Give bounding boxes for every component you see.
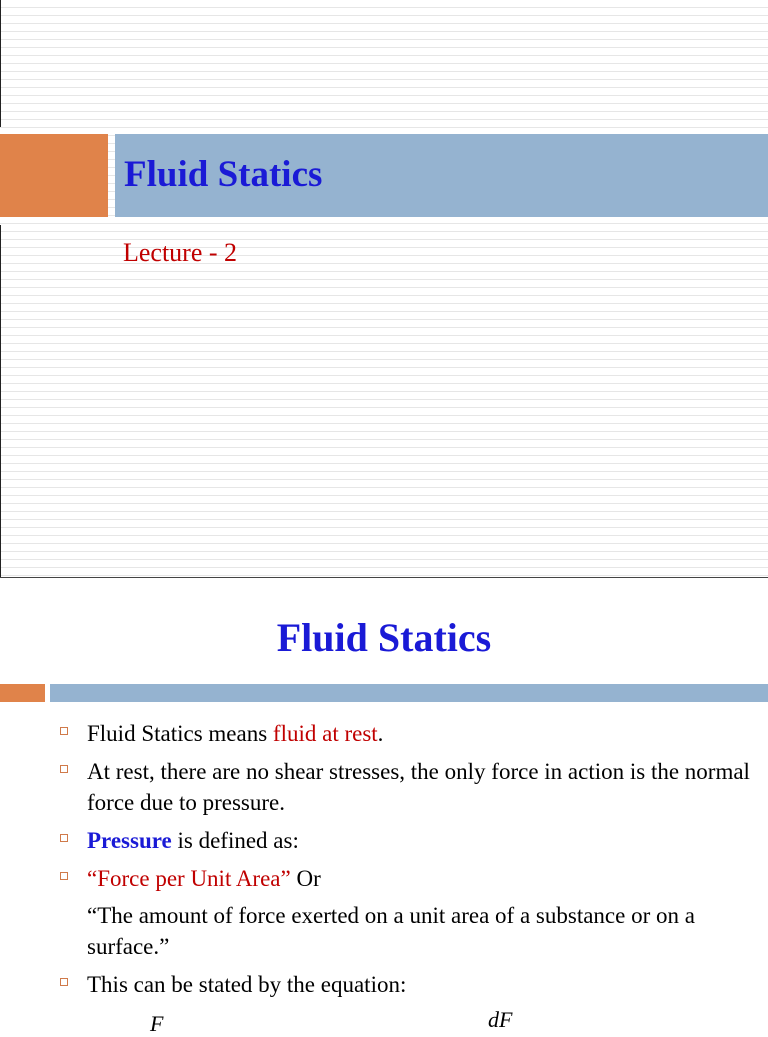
bullet-text: This can be stated by the equation:: [87, 972, 407, 997]
left-border-line: [0, 0, 1, 127]
orange-accent-block: [0, 134, 108, 217]
bullet-text: is defined as:: [171, 828, 299, 853]
slide-2: [0, 578, 768, 1036]
slide-1-subtitle: Lecture - 2: [123, 238, 238, 267]
bullet-text: Or: [290, 866, 321, 891]
bullet-list: [60, 718, 750, 1007]
bullet-text: .: [377, 721, 384, 746]
list-item: [60, 718, 750, 749]
equation-right: dF: [488, 1007, 513, 1032]
definition-text: “The amount of force exerted on a unit area of a substance or on a surface.”: [87, 903, 695, 959]
bullet-text: Fluid Statics means: [87, 721, 273, 746]
list-item: [60, 969, 750, 1000]
highlight-text: “Force per Unit Area”: [87, 866, 291, 891]
pressure-term: Pressure: [87, 828, 172, 853]
list-item: [60, 756, 750, 818]
square-bullet-icon: [60, 978, 68, 986]
list-item: [60, 863, 750, 894]
square-bullet-icon: [60, 834, 68, 842]
orange-accent-strip: [0, 684, 45, 702]
highlight-text: fluid at rest: [272, 721, 378, 746]
left-border-line: [0, 225, 1, 577]
square-bullet-icon: [60, 872, 68, 880]
slide-2-title: Fluid Statics: [276, 615, 492, 660]
square-bullet-icon: [60, 765, 68, 773]
slide-1-title: Fluid Statics: [124, 154, 323, 195]
bullet-text: At rest, there are no shear stresses, the only force in action is the normal force due to pressure.: [87, 759, 750, 815]
blue-divider-bar: [50, 684, 768, 702]
equation-left: F: [150, 1011, 164, 1036]
list-item: [60, 825, 750, 856]
square-bullet-icon: [60, 727, 68, 735]
